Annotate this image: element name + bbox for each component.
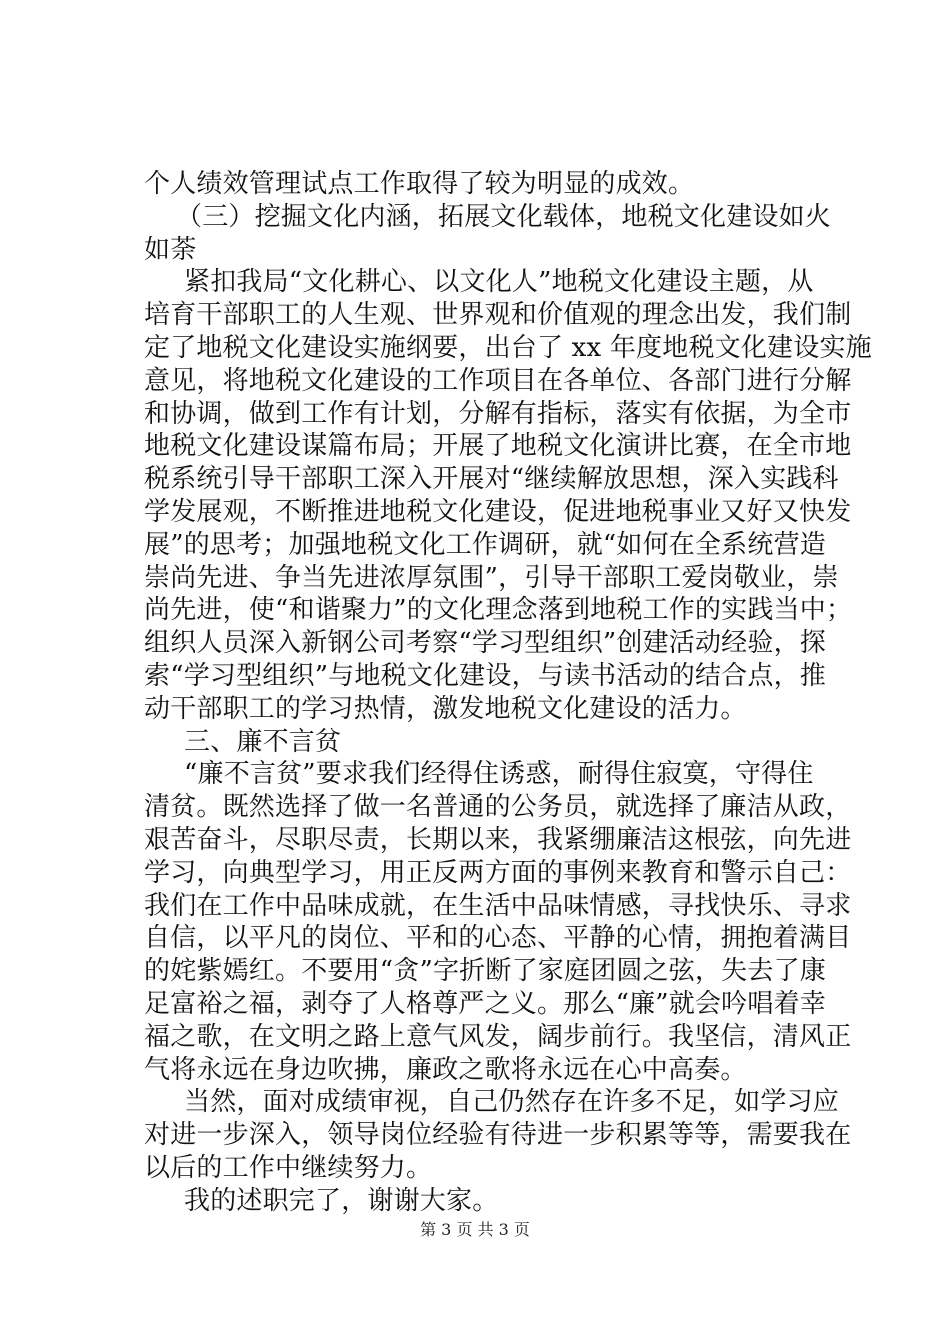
text-line: 个人绩效管理试点工作取得了较为明显的成效。 — [144, 169, 695, 199]
text-line: 崇尚先进、争当先进浓厚氛围”，引导干部职工爱岗敬业，崇 — [144, 562, 839, 593]
text-line: 足富裕之福，剥夺了人格尊严之义。那么“廉”就会吟唱着幸 — [144, 989, 826, 1019]
text-line: 学习，向典型学习，用正反两方面的事例来教育和警示自己： — [144, 857, 852, 888]
text-line: 学发展观，不断推进地税文化建设，促进地税事业又好又快发 — [144, 497, 852, 527]
text-line: 索“学习型组织”与地税文化建设，与读书活动的结合点，推 — [144, 661, 826, 691]
text-line: 自信，以平凡的岗位、平和的心态、平静的心情，拥抱着满目 — [144, 923, 852, 954]
text-line: 艰苦奋斗，尽职尽责，长期以来，我紧绷廉洁这根弦，向先进 — [144, 825, 852, 855]
text-line: 以后的工作中继续努力。 — [144, 1153, 433, 1183]
text-line: 定了地税文化建设实施纲要，出台了 xx 年度地税文化建设实施 — [144, 333, 872, 363]
text-line: 尚先进，使“和谐聚力”的文化理念落到地税工作的实践当中； — [144, 595, 853, 626]
text-line: 培育干部职工的人生观、世界观和价值观的理念出发，我们制 — [144, 300, 852, 331]
text-line: 紧扣我局“文化耕心、以文化人”地税文化建设主题，从 — [184, 267, 814, 298]
text-line: 的姹紫嫣红。不要用“贪”字折断了家庭团圆之弦，失去了康 — [144, 956, 826, 987]
text-line: 气将永远在身边吹拂，廉政之歌将永远在心中高奏。 — [144, 1054, 747, 1085]
text-line: 和协调，做到工作有计划，分解有指标，落实有依据，为全市 — [144, 398, 852, 429]
text-line: 我们在工作中品味成就，在生活中品味情感，寻找快乐、寻求 — [144, 890, 852, 921]
page-number-footer: 第 3 页 共 3 页 — [420, 1220, 530, 1239]
text-line: 组织人员深入新钢公司考察“学习型组织”创建活动经验，探 — [144, 628, 826, 659]
text-line: 税系统引导干部职工深入开展对“继续解放思想，深入实践科 — [144, 464, 839, 495]
text-line: “廉不言贫”要求我们经得住诱惑，耐得住寂寞，守得住 — [184, 759, 814, 790]
text-line: 清贫。既然选择了做一名普通的公务员，就选择了廉洁从政， — [144, 792, 852, 823]
section-heading-continued: 如荼 — [144, 234, 197, 265]
text-line: 地税文化建设谋篇布局；开展了地税文化演讲比赛，在全市地 — [144, 431, 852, 462]
text-line: 福之歌，在文明之路上意气风发，阔步前行。我坚信，清风正 — [144, 1021, 852, 1052]
section-heading: 三、廉不言贫 — [184, 726, 342, 757]
text-line: 对进一步深入，领导岗位经验有待进一步积累等等，需要我在 — [144, 1120, 852, 1151]
text-line: 展”的思考；加强地税文化工作调研，就“如何在全系统营造 — [144, 529, 826, 560]
section-heading: （三）挖掘文化内涵，拓展文化载体，地税文化建设如火 — [176, 201, 832, 232]
text-line: 动干部职工的学习热情，激发地税文化建设的活力。 — [144, 693, 747, 724]
text-line: 意见，将地税文化建设的工作项目在各单位、各部门进行分解 — [144, 365, 852, 396]
closing-line: 我的述职完了，谢谢大家。 — [184, 1185, 499, 1216]
text-line: 当然，面对成绩审视，自己仍然存在许多不足，如学习应 — [184, 1087, 840, 1118]
